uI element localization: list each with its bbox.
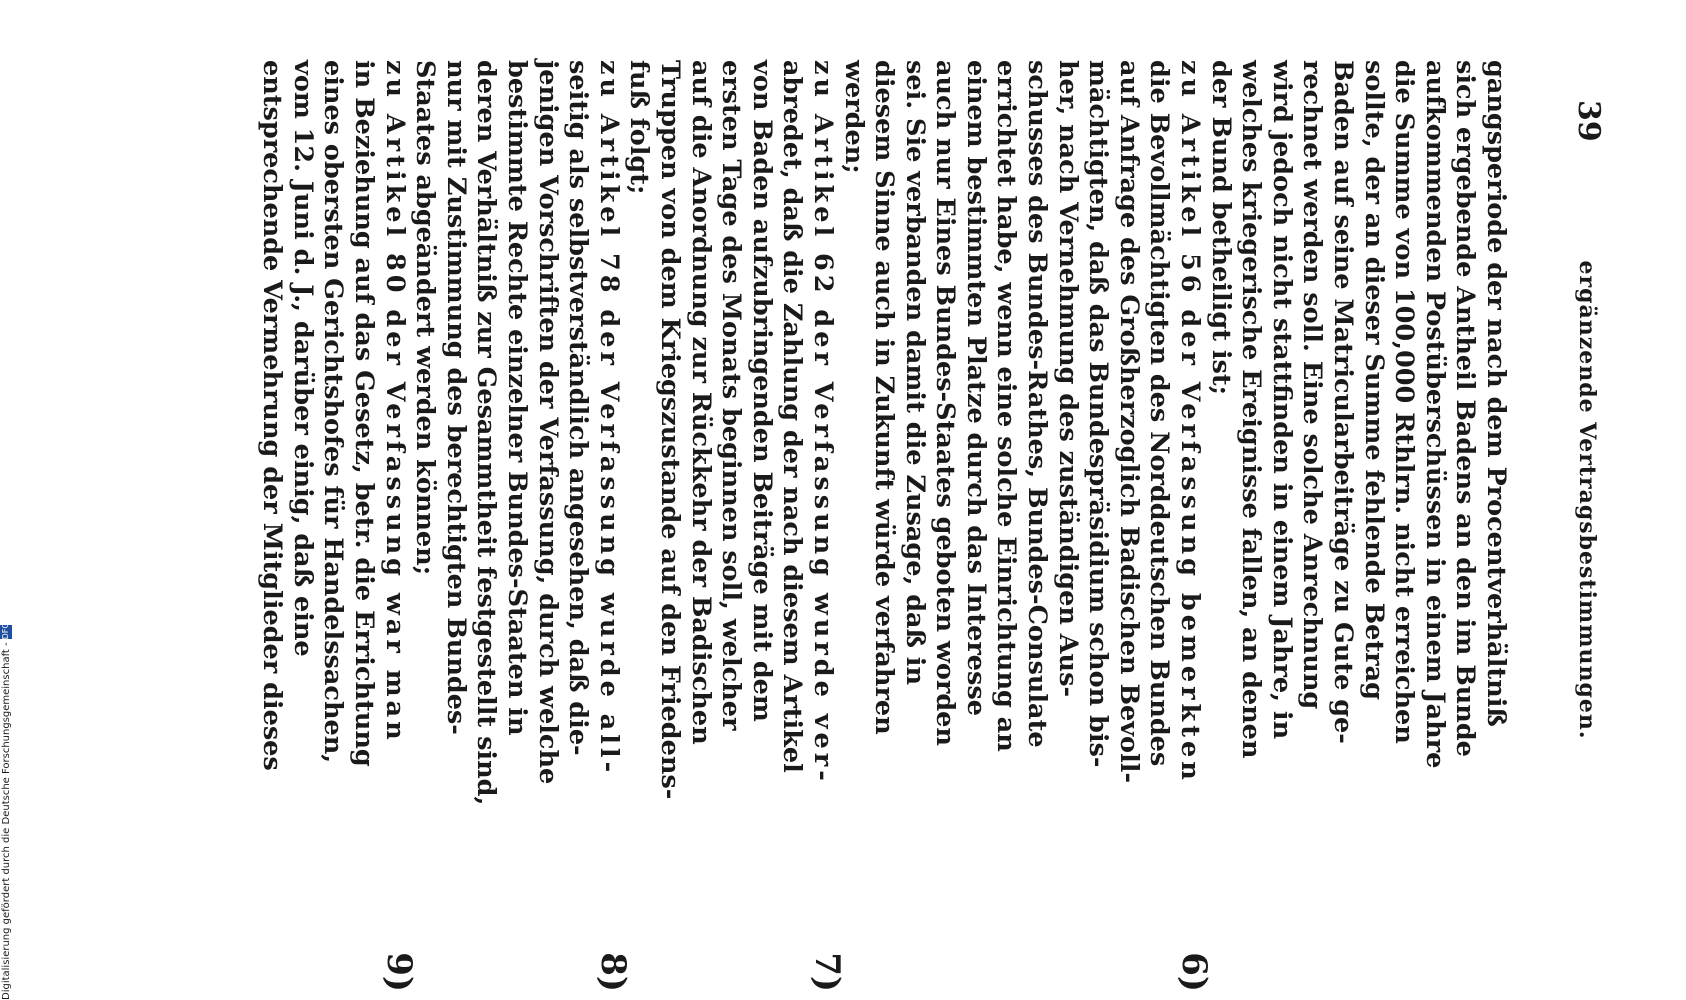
text-line: zu Artikel 78 der Verfassung wurde all- [593, 60, 624, 777]
text-line: Truppen von dem Kriegszustande auf den Friedens- [654, 60, 685, 800]
paragraph-number: 9) [378, 952, 419, 992]
text-line: diesem Sinne auch in Zukunft würde verfahren [869, 60, 900, 735]
text-line: die Summe von 100,000 Rthlrn. nicht erreichen [1389, 60, 1420, 744]
running-head: ergänzende Vertragsbestimmungen. [1574, 260, 1600, 740]
text-line: gangsperiode der nach dem Procentverhältniß [1481, 60, 1511, 727]
paragraph-number: 6) [1174, 952, 1215, 992]
page-number: 39 [1571, 100, 1606, 142]
text-line: welches kriegerische Ereignisse fallen, an denen [1236, 60, 1267, 759]
text-line: auf die Anordnung zur Rückkehr der Badischen [685, 60, 716, 745]
text-line: in Beziehung auf das Gesetz, betr. die Errichtung [349, 60, 380, 767]
text-line: mächtigten, daß das Bundespräsidium schon bis- [1083, 60, 1114, 768]
credit-text: Digitalisierung gefördert durch die Deutsche Forschungsgemeinschaft - [1, 642, 12, 1000]
text-line: von Baden aufzubringenden Beiträge mit dem [746, 60, 777, 722]
text-line: auch nur Eines Bundes-Staates geboten worden [930, 60, 961, 746]
paragraph-8 [410, 60, 633, 992]
page-body [257, 60, 1511, 992]
text-line: schusses des Bundes-Rathes, Bundes-Consulate [1022, 60, 1053, 748]
text-line: einem bestimmten Platze durch das Interesse [960, 60, 991, 716]
paragraph-9 [257, 60, 419, 992]
text-line: auf Anfrage des Großherzoglich Badischen Bevoll- [1113, 60, 1144, 784]
text-line: rechnet werden soll. Eine solche Anrechnung [1297, 60, 1328, 710]
text-line: seitig als selbstverständlich angesehen, daß die- [563, 60, 594, 756]
continuation-paragraph [1205, 60, 1511, 940]
text-line: entsprechende Vermehrung der Mitglieder dieses [257, 60, 288, 771]
paragraph-number: 8) [592, 952, 633, 992]
text-line: zu Artikel 62 der Verfassung wurde ver- [807, 60, 838, 785]
text-line: aufkommenden Postüberschüssen in einem Jahre [1419, 60, 1450, 769]
text-line: vom 12. Juni d. J., darüber einig, daß eine [287, 60, 318, 657]
text-line: Baden auf seine Matricularbeiträge zu Gute ge- [1328, 60, 1359, 744]
text-line: werden; [838, 60, 869, 174]
text-line: jenigen Vorschriften der Verfassung, durch welche [532, 60, 563, 785]
text-line: der Bund betheiligt ist; [1205, 60, 1236, 396]
paragraph-number: 7) [806, 952, 847, 992]
text-line: ersten Tage des Monats beginnen soll, welcher [716, 60, 747, 731]
text-line: sollte, der an dieser Summe fehlende Betrag [1358, 60, 1389, 700]
text-line: zu Artikel 56 der Verfassung bemerkten [1175, 60, 1206, 784]
paragraph-6 [838, 60, 1215, 992]
text-line: bestimmte Rechte einzelner Bundes-Staaten in [502, 60, 532, 736]
text-line: abredet, daß die Zahlung der nach diesem Artikel [777, 60, 808, 773]
text-line: sei. Sie verbanden damit die Zusage, daß in [899, 60, 930, 686]
text-line: deren Verhältniß zur Gesammtheit festgestellt sind, [471, 60, 502, 806]
page-header [1566, 60, 1606, 940]
text-line: fuß folgt; [624, 60, 655, 195]
text-line: her, nach Vernehmung des zuständigen Aus- [1052, 60, 1083, 698]
text-line: wird jedoch nicht stattfinden in einem Jahre, in [1266, 60, 1297, 740]
text-line: die Bevollmächtigten des Norddeutschen Bundes [1144, 60, 1175, 767]
text-line: eines obersten Gerichtshofes für Handelssachen, [318, 60, 349, 764]
text-line: sich ergebende Antheil Badens an den im Bunde [1450, 60, 1481, 757]
text-line: nur mit Zustimmung des berechtigten Bundes- [440, 60, 471, 735]
text-line: errichtet habe, wenn eine solche Einrichtung an [991, 60, 1022, 752]
text-line: zu Artikel 80 der Verfassung war man [379, 60, 410, 744]
paragraph-7 [624, 60, 847, 992]
dfg-logo-icon: DFG [1, 622, 10, 640]
text-line: Staates abgeändert werden können; [410, 60, 441, 576]
